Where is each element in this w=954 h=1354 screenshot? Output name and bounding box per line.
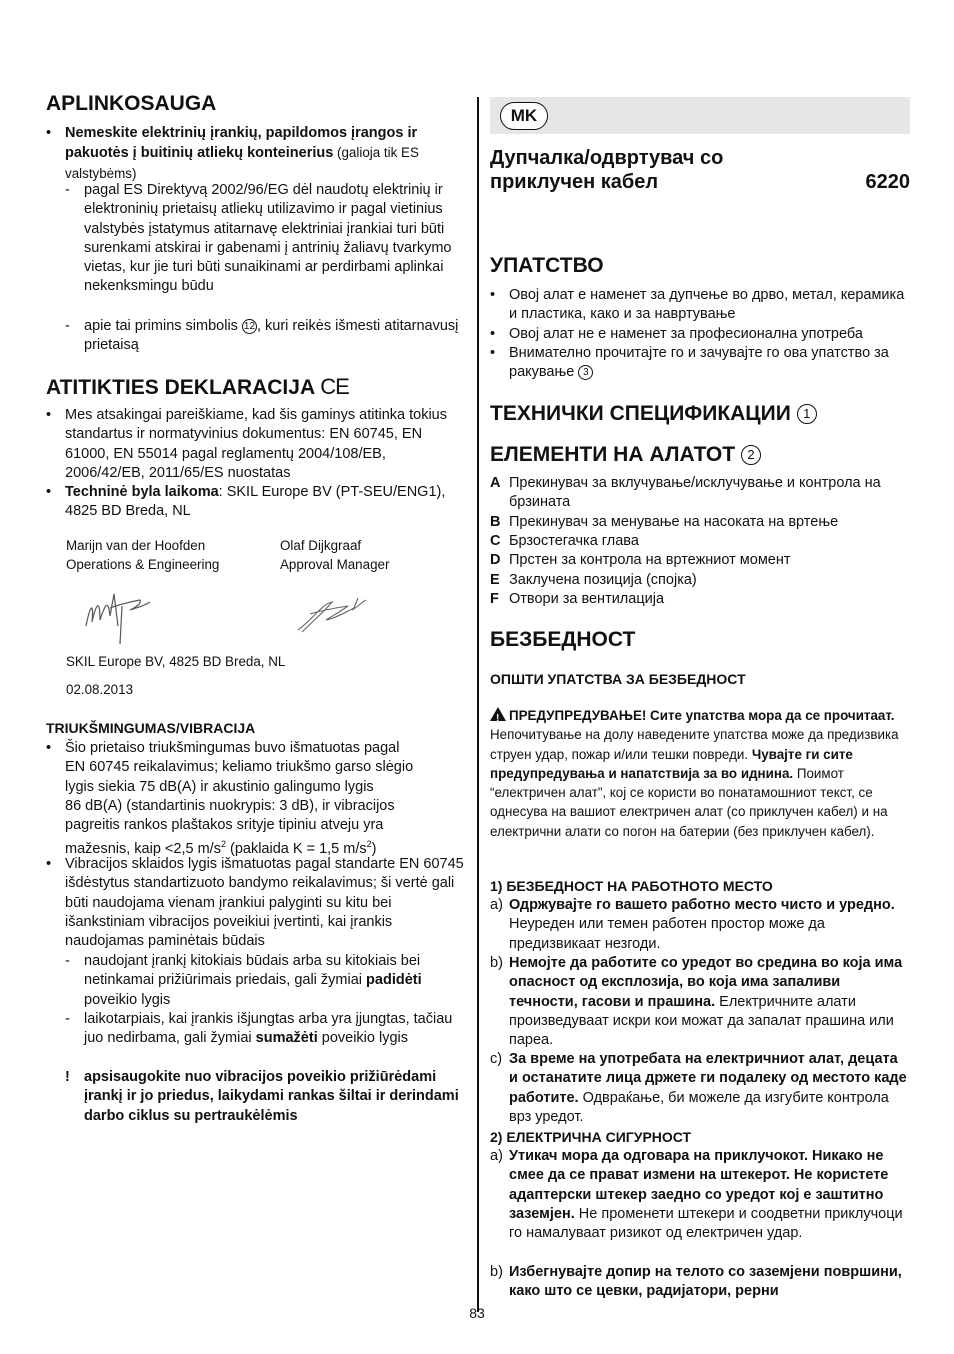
aplinkosauga-dash-2-text-a: apie tai primins simbolis [84,318,242,334]
product-title [490,146,910,194]
declaration-date: 02.08.2013 [66,682,134,697]
electrical-safety-heading: 2) ЕЛЕКТРИЧНА СИГУРНОСТ [490,1129,692,1145]
noise-line-6c: ) [371,841,377,858]
exclamation-icon: ! [65,1069,70,1085]
item-a-bold: Одржувајте го вашето работно место чисто и уредно. [509,897,895,913]
upatstvo-bullet-1-text: Овој алат е наменет за дупчење во дрво, метал, керамика и пластика, како и за навртување [509,287,905,323]
superscript-2: 2 [366,839,372,850]
ce-mark-icon: CE [320,374,349,399]
signatory-1 [66,536,219,575]
dash-marker: - [65,318,70,334]
spec-figure-number: 1 [797,404,817,424]
noise-line-4: 86 dB(A) (standartinis nuokrypis: 3 dB), ir vibracijos [65,797,395,814]
bezbednost-heading: БЕЗБЕДНОСТ [490,628,636,651]
upatstvo-bullet-3-text: Внимателно прочитајте го и зачувајте го ова упатство за ракување [509,345,889,381]
symbol-number-3: 3 [578,365,593,380]
item-key: c) [490,1051,503,1067]
element-text: Отвори за вентилација [509,590,665,607]
element-key: B [490,513,501,530]
warning-bold-2: Чувајте ги сите предупредувања и напатствија за во иднина. [490,746,853,781]
element-text: Прстен за контрола на вртежниот момент [509,552,791,569]
warning-paragraph [490,706,910,841]
deklaracija-bullet-1-text: Mes atsakingai pareiškiame, kad šis gaminys atitinka tokius standartus ir normatyvinius dokumentus: EN 60745, EN 61000, EN 55014 pagal reglamentų 2004/108/EB, 2006/42/EB, 2011/65/ES nuostatas [65,407,447,481]
signatory-2-name: Olaf Dijkgraaf [280,538,362,553]
bullet-marker: • [46,856,52,872]
item-a-text: Неуреден или темен работен простор може да предизвикаат незгоди. [509,916,825,952]
signature-2-icon [292,590,372,640]
bullet-marker: • [46,484,52,500]
warning-text-2: Поимот “електричен алат”, кој се користи во понатамошниот текст, се однесува на вашиот електричен алат (со приклучен кабел) и на електрични алати со погон на батерии (без приклучен кабел). [490,765,888,839]
signature-1-icon [80,586,160,648]
noise-line-3: lygis siekia 75 dB(A) ir akustinio galingumo lygis [65,778,374,795]
bullet-marker: • [46,407,52,423]
item-key: a) [490,897,503,913]
item-key: a) [490,1148,503,1164]
deklaracija-bullet-2-rest: : SKIL Europe BV (PT-SEU/ENG1), 4825 BD Breda, NL [65,484,446,520]
element-text: Прекинувач за вклучување/исклучување и контрола на брзината [509,475,881,511]
dash-1-text-a: naudojant įrankį kitokiais būdais arba su kitokiais bei netinkamai prižiūrimais priedais, gali žymiai [84,953,421,989]
dash-2-text-a: laikotarpiais, kai įrankis išjungtas arba yra įjungtas, tačiau juo nedirbama, gali žymiai [84,1011,453,1047]
upatstvo-bullet-2-text: Овој алат не е наменет за професионална употреба [509,326,863,342]
language-banner [490,97,910,134]
elements-heading-text: ЕЛЕМЕНТИ НА АЛАТОТ [490,443,736,466]
upatstvo-heading: УПАТСТВО [490,254,604,277]
aplinkosauga-bullet-1-bold: Nemeskite elektrinių įrankių, papildomos įrangos ir pakuotės į buitinių atliekų konteinerius [65,125,418,162]
exclamation-text: apsisaugokite nuo vibracijos poveikio prižiūrėdami įrankį ir jo priedus, laikydami rankas šiltai ir derindami darbo ciklus su pertraukėlėmis [84,1069,459,1124]
dash-marker: - [65,182,70,198]
element-text: Брзостегачка глава [509,532,639,549]
dash-marker: - [65,953,70,969]
company-address: SKIL Europe BV, 4825 BD Breda, NL [66,654,286,669]
signatory-2-role: Approval Manager [280,557,390,573]
item-b2-bold: Избегнувајте допир на телото со заземјени површини, како што се цевки, радијатори, рерни [509,1264,902,1300]
element-text: Прекинувач за менување на насоката на вртење [509,513,839,530]
product-title-line-2: приклучен кабел [490,171,659,193]
aplinkosauga-heading: APLINKOSAUGA [46,92,217,115]
item-c-text: Одвраќање, би можеле да изгубите контрола врз уредот. [509,1089,889,1125]
element-key: E [490,571,500,588]
element-text: Заклучена позиција (спојка) [509,571,697,588]
spec-heading [490,402,817,426]
elements-figure-number: 2 [741,445,761,465]
dash-2-bold: sumažėti [255,1030,318,1047]
element-key: F [490,590,499,607]
symbol-number-12: 12 [243,321,256,332]
bullet-marker: • [46,740,52,756]
dash-2-text-c: poveikio lygis [317,1030,408,1047]
signatory-1-role: Operations & Engineering [66,557,220,573]
element-key: A [490,475,501,491]
element-key: D [490,552,501,569]
aplinkosauga-dash-2-text-b: , kuri reikės išmesti atitarnavusį prietaisą [84,318,459,354]
noise-line-2: EN 60745 reikalavimus; keliamo triukšmo garso slėgio [65,759,414,776]
item-a2-bold: Утикач мора да одговара на приклучокот. Никако не смее да се прават измени на штекерот. Не користете адаптерски штекер заедно со уредот кој е заштитно заземјен. [509,1148,889,1222]
warning-text-1: Непочитување на долу наведените упатства може да предизвика струен удар, пожар и/или тешки повреди. [490,727,899,762]
bullet-marker: • [490,326,496,342]
superscript-2: 2 [220,839,226,850]
spec-heading-text: ТЕХНИЧКИ СПЕЦИФИКАЦИИ [490,402,791,425]
noise-line-5: pagreitis rankos plaštakos srityje tipiniu atveju yra [65,817,384,834]
bullet-marker: • [46,125,52,141]
noise-line-6a: mažesnis, kaip <2,5 m/s [65,841,221,858]
warning-triangle-icon [490,707,506,721]
language-badge: MK [500,102,548,130]
dash-marker: - [65,1011,70,1027]
noise-line-6b: (paklaida K = 1,5 m/s [225,841,367,858]
elements-heading [490,443,761,467]
signatory-2 [280,536,389,575]
item-b-text: Електричните алати произведуваат искри кои можат да запалат прашина или пареа. [509,993,894,1049]
element-key: C [490,532,501,549]
general-safety-subheading: ОПШТИ УПАТСТВА ЗА БЕЗБЕДНОСТ [490,671,746,687]
bullet-marker: • [490,287,496,303]
vibration-text: Vibracijos sklaidos lygis išmatuotas pagal standarte EN 60745 išdėstytus standartizuoto bandymo reikalavimus; ši vertė gali būti naudojama vienam įrankiui palyginti su kitu bei išankstiniam vibracijos poveikiui įvertinti, kai įrankis naudojamas paminėtais būdais [65,856,464,950]
deklaracija-bullet-2-bold: Techninė byla laikoma [65,484,219,500]
page-number: 83 [469,1305,485,1321]
item-c-bold: За време на употребата на електричниот алат, децата и останатите лица држете ги подалеку од местото каде работите. [509,1051,907,1106]
deklaracija-heading-text: ATITIKTIES DEKLARACIJA [46,376,315,399]
column-divider [477,97,479,1312]
noise-line-1: Šio prietaiso triukšmingumas buvo išmatuotas pagal [65,740,400,756]
workplace-safety-heading: 1) БЕЗБЕДНОСТ НА РАБОТНОТО МЕСТО [490,878,773,894]
dash-1-text-c: poveikio lygis [84,991,171,1008]
aplinkosauga-bullet-1-rest: (galioja tik ES valstybėms) [65,145,419,181]
item-a2-text: Не променети штекери и соодветни приклучоци го намалуваат ризикот од електричен удар. [509,1205,903,1242]
model-number: 6220 [865,171,910,193]
aplinkosauga-dash-1-text: pagal ES Direktyvą 2002/96/EG dėl naudotų elektrinių ir elektroninių prietaisų atliekų utilizavimo ir pagal vietinius valstybės įstatymus atitarnavę elektriniai įrankiai turi būti surenkami atskirai ir gabenami į antrinių žaliavų tvarkymo vietas, kur jie turi būti sunaikinami ar perdirbami aplinkai nekenksmingu būdu [84,182,452,295]
warning-bold-1: ПРЕДУПРЕДУВАЊЕ! Сите упатства мора да се прочитаат. [509,708,895,723]
triuksmingumas-heading: TRIUKŠMINGUMAS/VIBRACIJA [46,720,256,736]
item-b-bold: Немојте да работите со уредот во средина во која има опасност од експлозија, во која има запаливи течности, гасови и прашина. [509,955,903,1010]
product-title-line-1: Дупчалка/одвртувач со [490,147,724,169]
bullet-marker: • [490,345,496,361]
deklaracija-heading [46,374,349,400]
item-key: b) [490,955,503,971]
item-key: b) [490,1264,503,1280]
dash-1-bold: padidėti [366,972,422,989]
signatory-1-name: Marijn van der Hoofden [66,538,206,553]
